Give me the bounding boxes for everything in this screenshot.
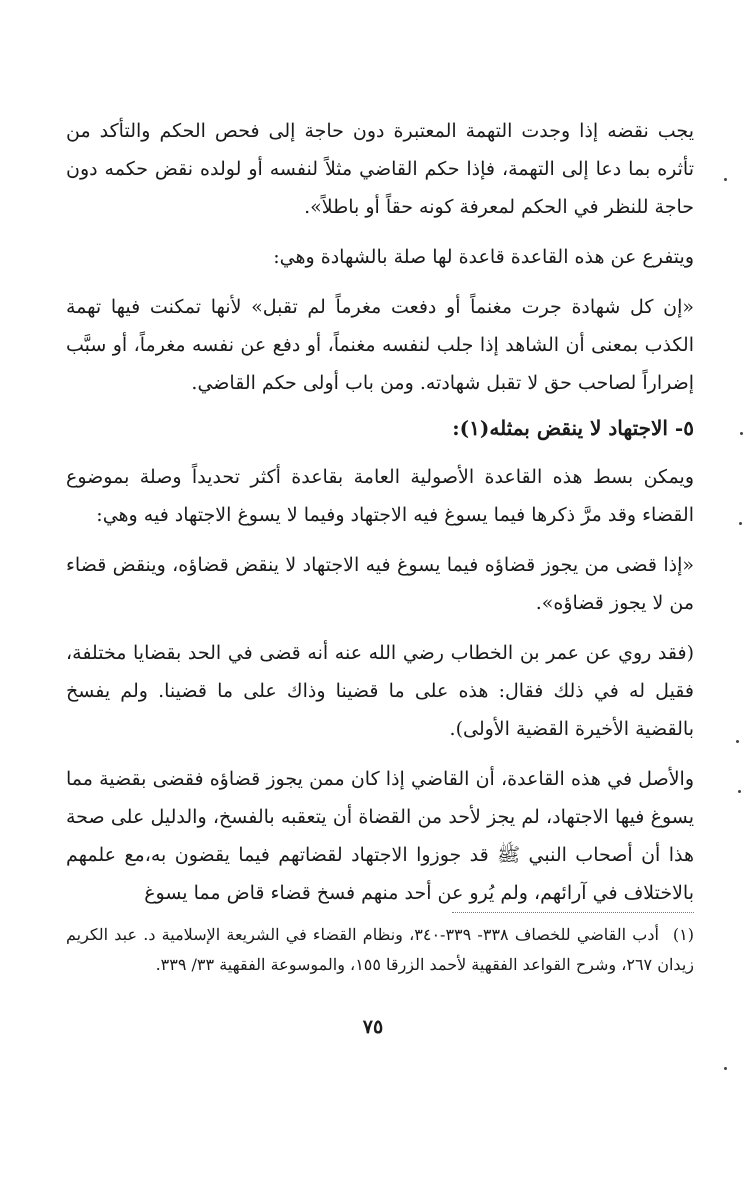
margin-speck <box>724 178 727 181</box>
footnote-text: أدب القاضي للخصاف ٣٣٨- ٣٣٩-٣٤٠، ونظام القضاء في الشريعة الإسلامية د. عبد الكريم زيدان ٢٦٧، وشرح القواعد الفقهية لأحمد الزرقا ١٥٥، والموسوعة الفقهية ٣٣/ ٣٣٩. <box>66 925 694 974</box>
margin-speck <box>739 522 742 525</box>
paragraph-2: ويتفرع عن هذه القاعدة قاعدة لها صلة بالشهادة وهي: <box>273 246 694 268</box>
body-text <box>66 112 694 912</box>
paragraph-6: (فقد روي عن عمر بن الخطاب رضي الله عنه أنه قضى في الحد بقضايا مختلفة، فقيل له في ذلك فقال: هذه على ما قضينا وذاك على ما قضينا. ولم يفسخ بالقضية الأخيرة القضية الأولى). <box>66 642 694 740</box>
paragraph-4: ويمكن بسط هذه القاعدة الأصولية العامة بقاعدة أكثر تحديداً وصلة بموضوع القضاء وقد مرَّ ذكرها فيما يسوغ فيه الاجتهاد وفيما لا يسوغ الاجتهاد فيه وهي: <box>66 466 694 526</box>
paragraph-5: «إذا قضى من يجوز قضاؤه فيما يسوغ فيه الاجتهاد لا ينقض قضاؤه، وينقض قضاء من لا يجوز قضاؤه». <box>66 554 694 614</box>
paragraph-3: «إن كل شهادة جرت مغنماً أو دفعت مغرماً لم تقبل» لأنها تمكنت فيها تهمة الكذب بمعنى أن الشاهد إذا جلب لنفسه مغنماً، أو دفع عن نفسه مغرماً، أو سبَّب إضراراً لصاحب حق لا تقبل شهادته. ومن باب أولى حكم القاضي. <box>66 296 694 394</box>
footnote-divider <box>452 912 694 913</box>
footnote <box>66 920 694 980</box>
footnote-marker: (١) <box>672 925 694 944</box>
margin-speck <box>738 790 741 793</box>
section-heading: ٥- الاجتهاد لا ينقض بمثله(١): <box>452 416 694 440</box>
paragraph-1: يجب نقضه إذا وجدت التهمة المعتبرة دون حاجة إلى فحص الحكم والتأكد من تأثره بما دعا إلى التهمة، فإذا حكم القاضي مثلاً لنفسه أو لولده نقض حكمه دون حاجة للنظر في الحكم لمعرفة كونه حقاً أو باطلاً». <box>66 120 694 218</box>
margin-speck <box>736 740 739 743</box>
margin-speck <box>740 432 743 435</box>
margin-speck <box>724 1067 727 1070</box>
page-number: ٧٥ <box>362 1016 384 1038</box>
paragraph-7: والأصل في هذه القاعدة، أن القاضي إذا كان ممن يجوز قضاؤه فقضى بقضية مما يسوغ فيها الاجتهاد، لم يجز لأحد من القضاة أن يتعقبه بالفسخ، والدليل على صحة هذا أن أصحاب النبي ﷺ قد جوزوا الاجتهاد لقضاتهم فيما يقضون به،مع علمهم بالاختلاف في آرائهم، ولم يُرو عن أحد منهم فسخ قضاء قاض مما يسوغ <box>66 768 694 904</box>
